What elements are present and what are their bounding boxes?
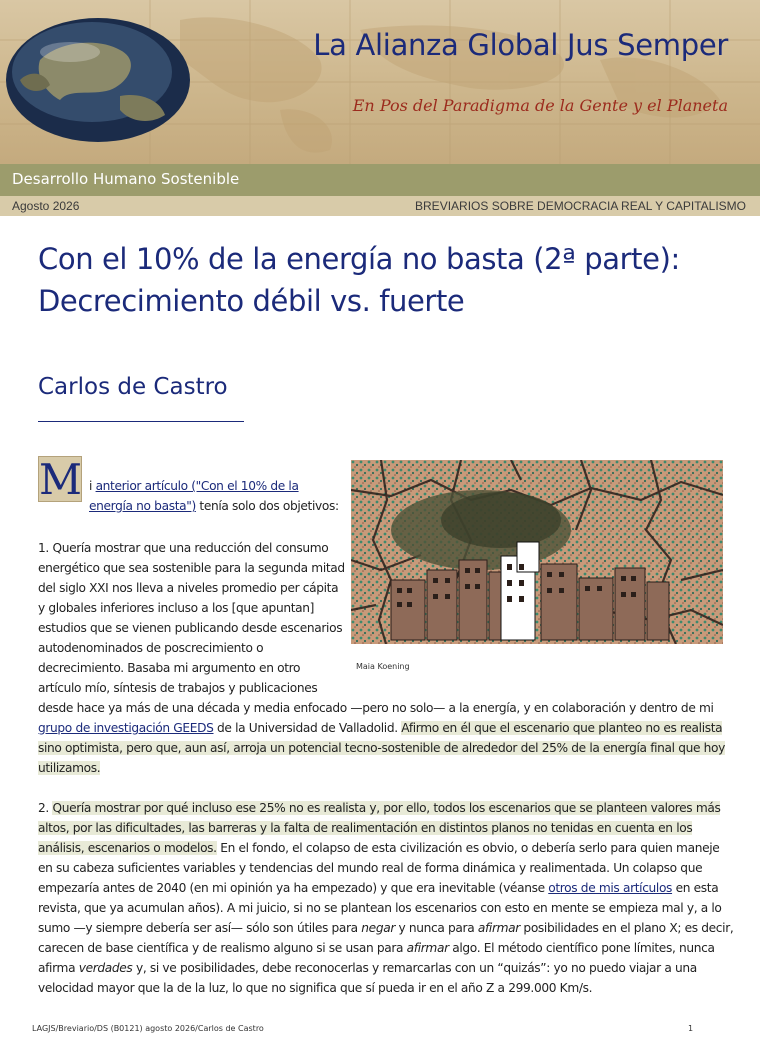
paragraph-objective-2: 2. Quería mostrar por qué incluso ese 25% no es realista y, por ello, todos los escenarios que se planteen valores más altos, por las dificultades, las barreras y la falta de realimentación en distintos planos no tenidas en cuenta en los análisis, escenarios o modelos. En el fondo, el colapso de esta civilización es obvio, o debería serlo para quien maneje en su cabeza suficientes variables y tendencias del mundo real de forma dinámica y realimentada. Un colapso que empezaría antes de 2040 (en mi opinión ya ha empezado) y que era inevitable (véanse otros de mis artículos en esta revista, que ya acumulan años). A mi juicio, si no se plantean los escenarios con esto en mente se empieza mal y, a lo sumo —y siempre debería ser así— sólo son útiles para negar y nunca para afirmar posibilidades en el plano X; es decir, carecen de base científica y de realismo alguno si se usan para afirmar algo. El método científico pone límites, nunca afirma verdades y, si ve posibilidades, debe reconocerlas y remarcarlas con un “quizás”: yo no puedo viajar a una velocidad mayor que la de la luz, lo que no significa que sí pueda ir en el año Z a 299.000 Km/s. [38,801,734,995]
page-number: 1 [688,1024,694,1033]
title-line-2: Decrecimiento débil vs. fuerte [38,284,465,318]
article-title [38,238,728,322]
previous-article-link-cont[interactable]: energía no basta") [89,499,196,513]
intro-paragraph: i anterior artículo ("Con el 10% de la energía no basta") tenía solo dos objetivos: [89,479,339,513]
previous-article-link[interactable]: anterior artículo ("Con el 10% de la [95,479,299,493]
site-title: La Alianza Global Jus Semper [313,28,728,62]
title-line-1: Con el 10% de la energía no basta (2ª parte): [38,242,680,276]
paragraph-objective-1: 1. Quería mostrar que una reducción del consumo energético que sea sostenible para la segunda mitad del siglo XXI nos lleva a niveles promedio per cápita y globales inferiores incluso a los [que apuntan] estudios que se vienen publicando desde escenarios autodenominados de poscrecimiento o decrecimiento. Basaba mi argumento en otro artículo mío, síntesis de trabajos y publicaciones desde hace ya más de una década y media enfocado —pero no solo— a la energía, y en colaboración y dentro de mi grupo de investigación GEEDS de la Universidad de Valladolid. Afirmo en él que el escenario que planteo no es realista sino optimista, pero que, aun así, arroja un potencial tecno-sostenible de alrededor del 25% de la energía final que hoy utilizamos. [38,541,726,775]
header-banner [0,0,760,164]
globe-icon [6,18,190,142]
author-divider [38,421,244,422]
section-label: Desarrollo Humano Sostenible [12,170,240,188]
image-caption: Maia Koening [356,662,410,671]
author-name: Carlos de Castro [38,374,228,400]
geeds-group-link[interactable]: grupo de investigación GEEDS [38,721,214,735]
section-band [0,164,760,196]
footer-citation: LAGJS/Breviario/DS (B0121) agosto 2026/Carlos de Castro [32,1024,264,1033]
issue-strip [0,196,760,216]
issue-date: Agosto 2026 [12,199,80,213]
highlight: Afirmo en él que el escenario que planteo no es realista [401,721,723,735]
other-articles-link[interactable]: otros de mis artículos [548,881,673,895]
series-name: BREVIARIOS SOBRE DEMOCRACIA REAL Y CAPITALISMO [415,199,746,213]
world-map-graphic [0,0,760,164]
drop-cap: M [39,455,83,504]
site-tagline: En Pos del Paradigma de la Gente y el Planeta [352,96,728,115]
